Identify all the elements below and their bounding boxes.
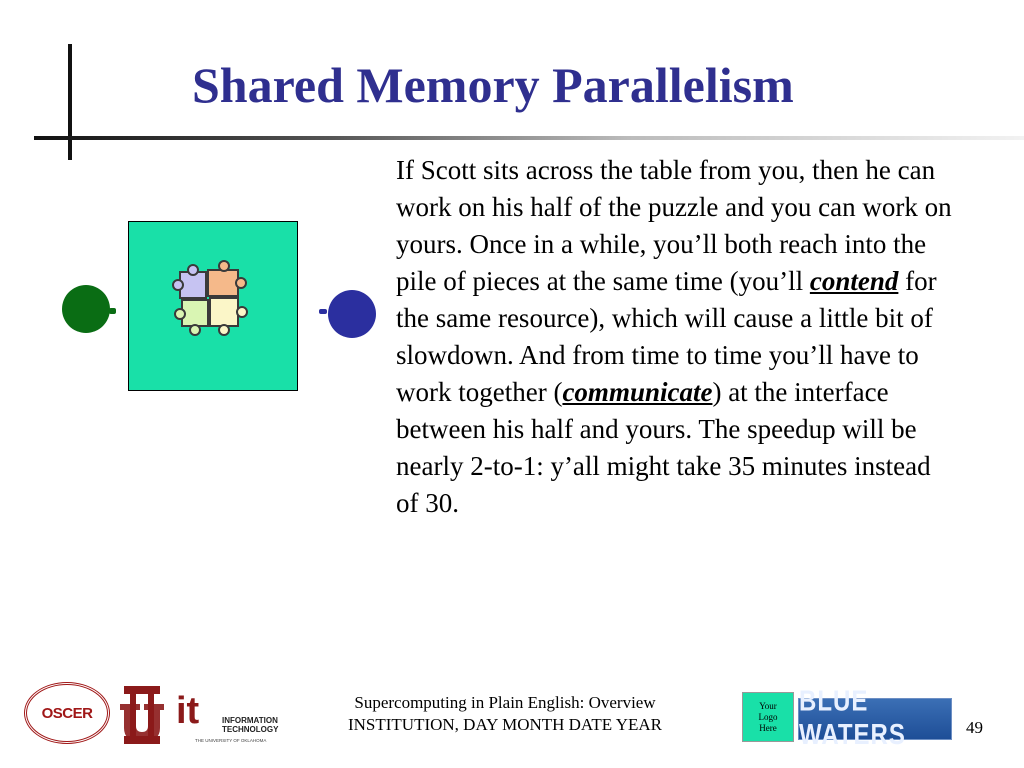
- oscer-logo-text: OSCER: [41, 704, 93, 722]
- oscer-logo: [24, 682, 110, 744]
- footer-line-1: Supercomputing in Plain English: Overview: [354, 693, 656, 712]
- ou-logo: [118, 684, 166, 746]
- your-logo-line: Your: [759, 700, 777, 711]
- person-left-hand-icon: [109, 308, 116, 314]
- slide-body-text: [396, 152, 956, 522]
- footer-line-2: INSTITUTION, DAY MONTH DATE YEAR: [347, 715, 662, 734]
- page-number: 49: [966, 718, 983, 737]
- contend-emphasis: contend: [809, 266, 899, 296]
- it-logo-text: [222, 716, 278, 734]
- puzzle-pieces-icon: [168, 254, 256, 340]
- it-logo-line2: TECHNOLOGY: [222, 725, 279, 734]
- blue-waters-logo-text: BLUE WATERS: [799, 685, 906, 752]
- body-text-segment: If Scott sits across the table from you, then he can work on his half of the puzzle and you can work on yours. Once in a while, you’ll both reach into the pile of pieces at the same time (you’ll: [396, 155, 952, 296]
- footer-caption: [300, 692, 710, 736]
- person-right-icon: [328, 290, 376, 338]
- person-left-icon: [62, 285, 110, 333]
- it-logo-line1: INFORMATION: [222, 716, 278, 725]
- your-logo-placeholder: [742, 692, 794, 742]
- slide-title: Shared Memory Parallelism: [192, 57, 794, 113]
- your-logo-line: Logo: [758, 711, 778, 722]
- body-paragraph: [396, 152, 956, 522]
- person-right-hand-icon: [319, 309, 327, 314]
- body-text-segment: ) at the interface between his half and yours. The speedup will be nearly 2-to-1: y’all might take 35 minutes instead of 30.: [396, 377, 931, 518]
- your-logo-line: Here: [759, 722, 777, 733]
- it-logo-mark: it: [176, 690, 200, 732]
- body-text-segment: for the same resource), which will cause a little bit of slowdown. And from time to time you’ll have to work together (: [396, 266, 937, 407]
- decorative-horizontal-rule: [34, 136, 1024, 140]
- blue-waters-logo: [798, 685, 952, 752]
- communicate-emphasis: communicate: [562, 377, 713, 407]
- it-logo-subtext: THE UNIVERSITY OF OKLAHOMA: [195, 738, 267, 743]
- decorative-vertical-rule: [68, 44, 72, 160]
